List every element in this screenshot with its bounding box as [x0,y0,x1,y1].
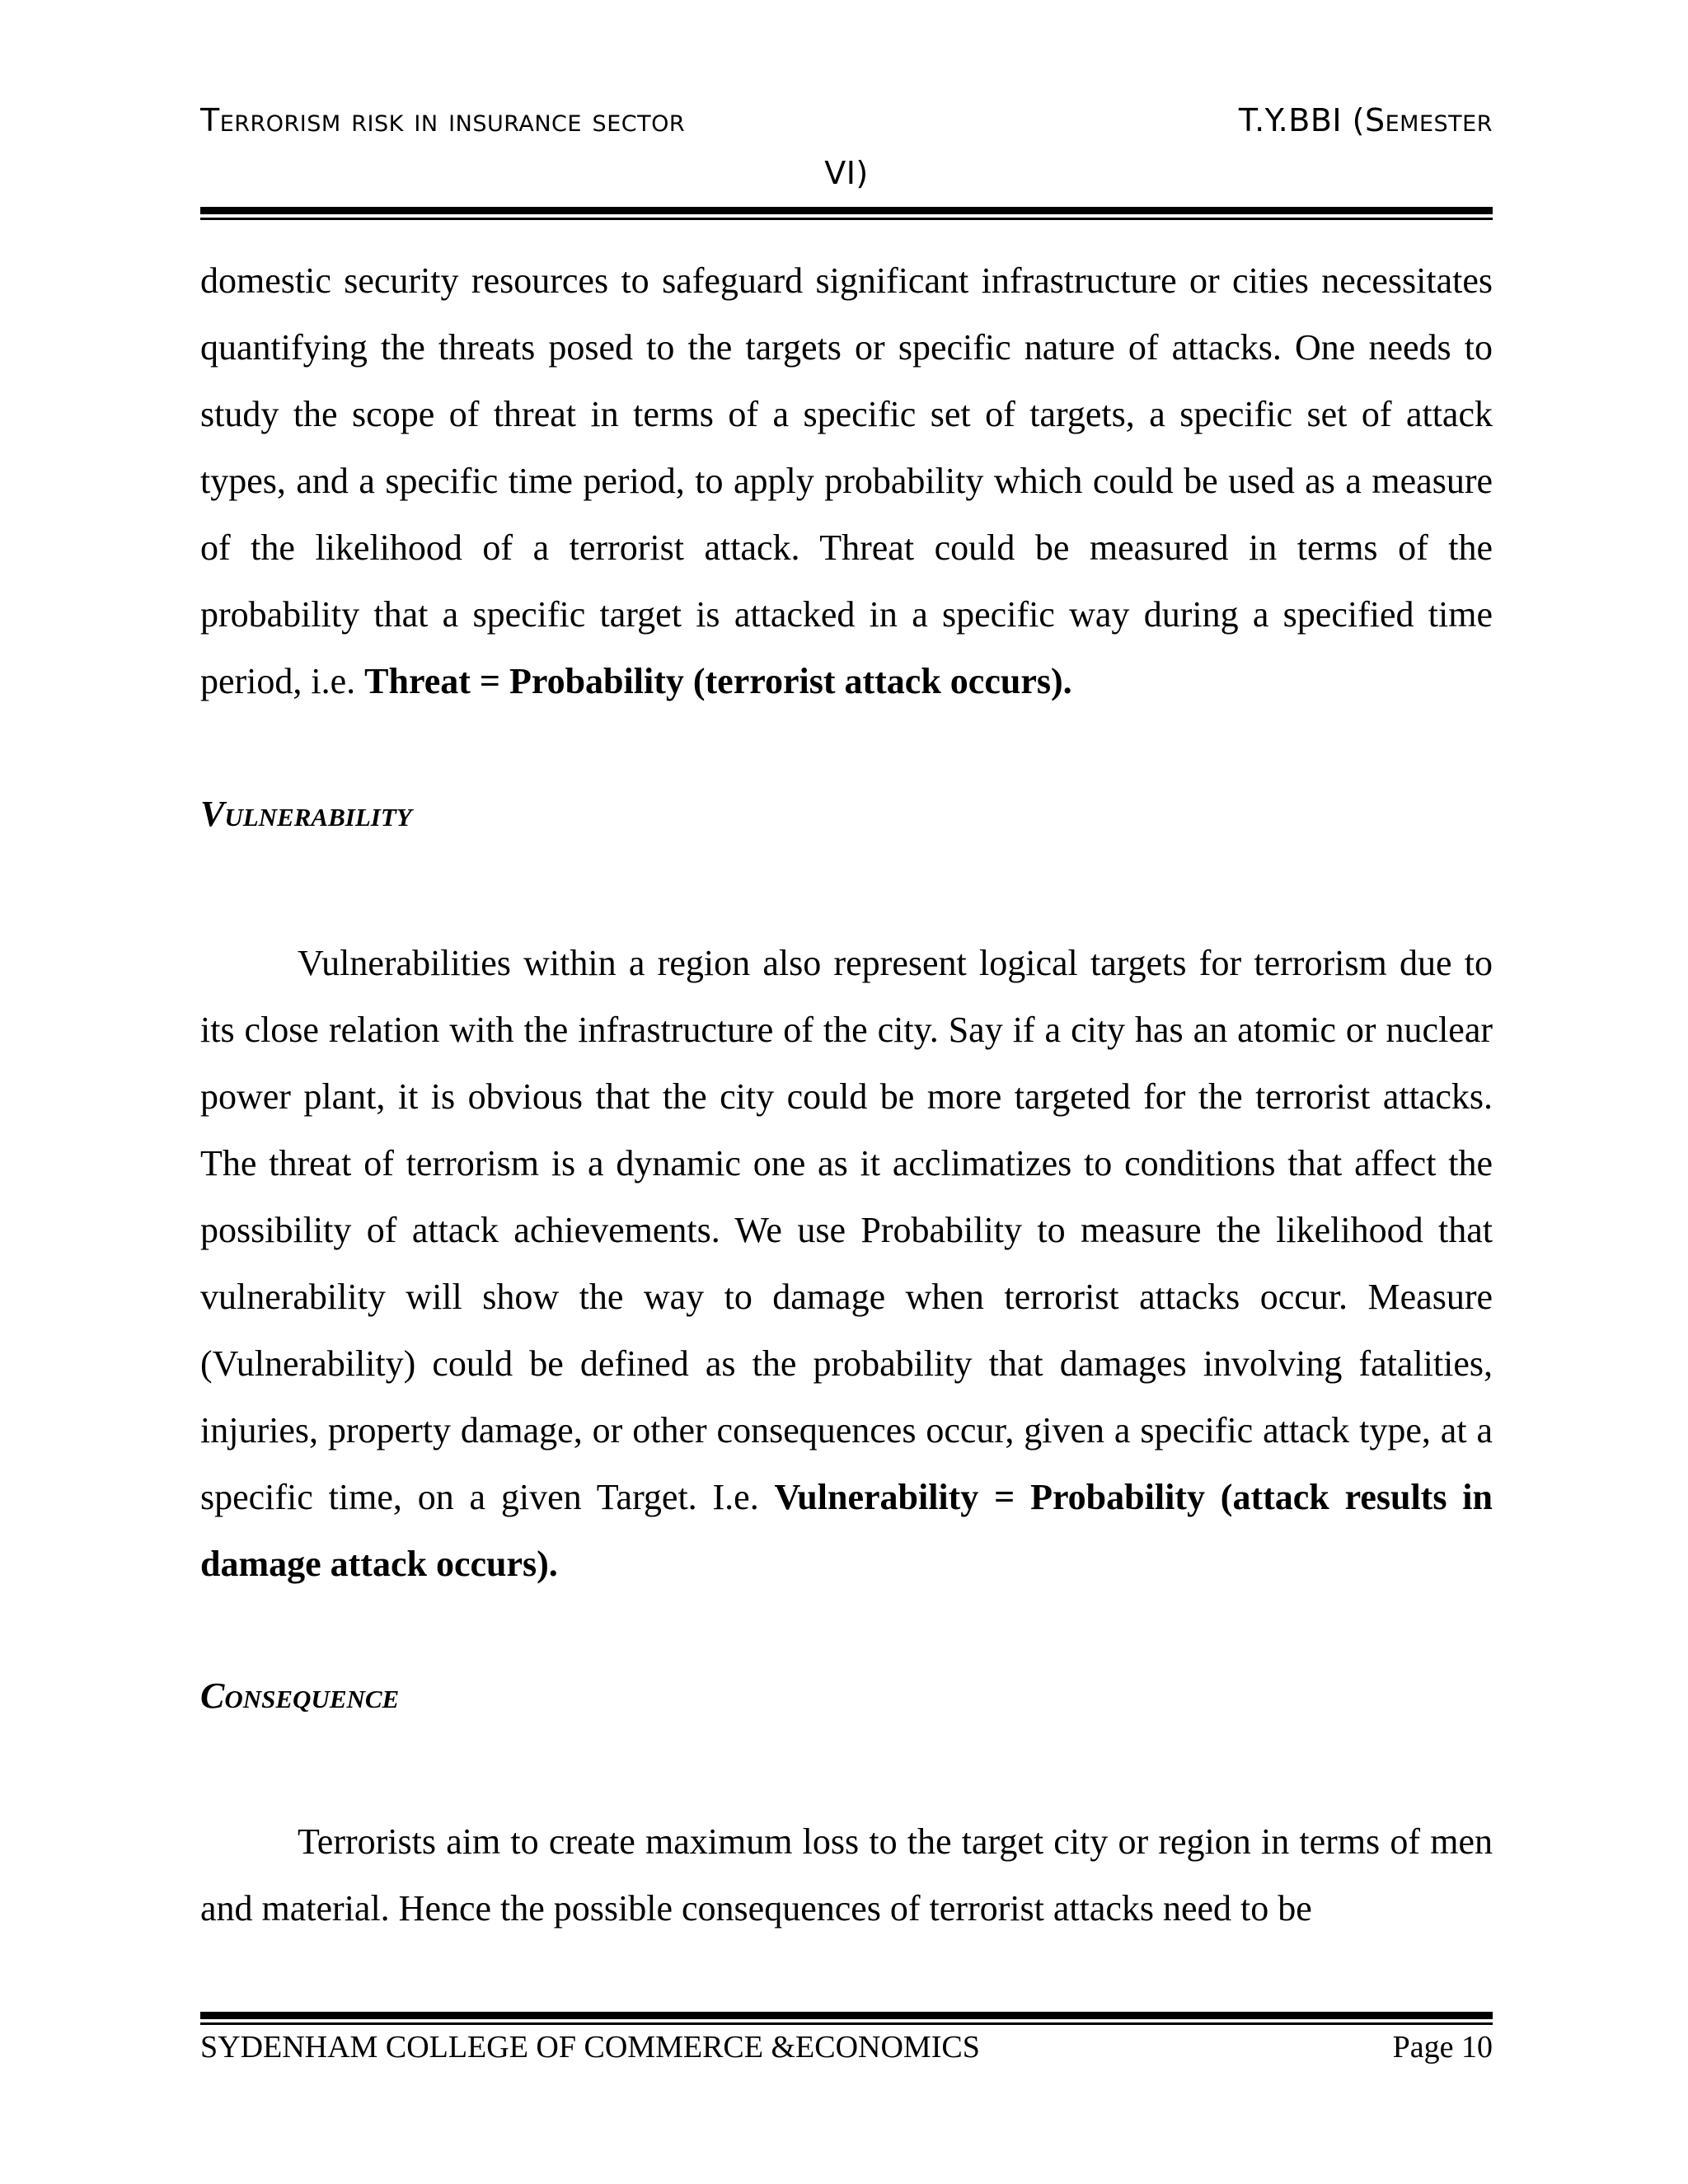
header-rule [200,207,1493,220]
threat-paragraph-text: domestic security resources to safeguard significant infrastructure or cities necessitates quantifying the threats posed to the targets or specific nature of attacks. One needs to study the scope of threat in terms of a specific set of targets, a specific set of attack types, and a specific time period, to apply probability which could be used as a measure of the likelihood of a terrorist attack. Threat could be measured in terms of the probability that a specific target is attacked in a specific way during a specified time period, i.e. [200,260,1493,701]
header-title: Terrorism risk in insurance sector [200,102,686,138]
vulnerability-paragraph-text: Vulnerabilities within a region also represent logical targets for terrorism due to its close relation with the infrastructure of the city. Say if a city has an atomic or nuclear power plant, it is obvious that the city could be more targeted for the terrorist attacks. The threat of terrorism is a dynamic one as it acclimatizes to conditions that affect the possibility of attack achievements. We use Probability to measure the likelihood that vulnerability will show the way to damage when terrorist attacks occur. Measure (Vulnerability) could be defined as the probability that damages involving fatalities, injuries, property damage, or other consequences occur, given a specific attack type, at a specific time, on a given Target. I.e. [200,943,1493,1517]
footer-college: SYDENHAM COLLEGE OF COMMERCE &ECONOMICS [200,2030,980,2064]
consequence-paragraph: Terrorists aim to create maximum loss to the target city or region in terms of men and material. Hence the possible consequences of terrorist attacks need to be [200,1821,1493,1929]
footer-rule [200,2012,1493,2025]
vulnerability-formula: Vulnerability = Probability (attack results in damage attack occurs). [200,1477,1493,1584]
threat-formula: Threat = Probability (terrorist attack occurs). [364,661,1072,701]
header-course: T.Y.BBI (Semester [1238,102,1493,138]
vulnerability-paragraph [200,930,1493,1597]
threat-paragraph [200,247,1493,715]
vulnerability-heading: Vulnerability [200,794,412,834]
consequence-heading: Consequence [200,1675,400,1716]
header-course-continued: VI) [824,155,869,191]
page-number: Page 10 [1392,2030,1493,2064]
